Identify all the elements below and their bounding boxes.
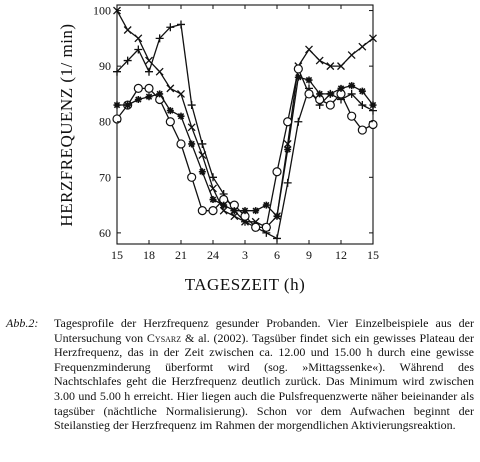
data-point-circle: [358, 126, 366, 134]
data-point-circle: [198, 207, 206, 215]
x-tick-label: 18: [143, 248, 155, 262]
data-point-star: [327, 90, 334, 97]
data-point-cross: [210, 185, 217, 192]
data-point-circle: [209, 207, 217, 215]
data-point-circle: [177, 140, 185, 148]
data-point-star: [146, 93, 153, 100]
data-point-circle: [134, 84, 142, 92]
caption-text-part-2: & al. (2002). Tagsüber findet sich ein gewisses Plateau der Herzfrequenz, das in der Zeit zwischen ca. 12.00 und 15.00 h durch eine gewisse Frequenzminderung überformt wird (sog. »Mittagssenke«). Während des Nachtschlafes geht die Herzfrequenz deutlich zurück. Das Minimum wird zwischen 3.00 und 5.00 h erreicht. Hier liegen auch die Pulsfrequenzwerte näher beieinander als tagsüber (nächtliche Normalisierung). Schon vor dem Aufwachen beginnt der Steilanstieg der Herzfrequenz im Rahmen der morgendlichen Aktivierungsreaktion.: [54, 330, 474, 433]
data-point-circle: [294, 65, 302, 73]
data-point-star: [252, 207, 259, 214]
x-tick-label: 15: [367, 248, 379, 262]
data-point-cross: [348, 52, 355, 59]
y-tick-label: 90: [99, 59, 111, 74]
series-line: [117, 25, 373, 239]
y-tick-label: 100: [93, 3, 111, 18]
data-point-circle: [188, 173, 196, 181]
figure-caption: [0, 316, 480, 462]
data-point-star: [178, 113, 185, 120]
data-point-star: [231, 207, 238, 214]
y-tick-label: 80: [99, 114, 111, 129]
data-point-star: [306, 77, 313, 84]
data-point-circle: [145, 84, 153, 92]
data-point-plus: [145, 68, 153, 76]
data-point-circle: [284, 118, 292, 126]
data-point-cross: [178, 90, 185, 97]
caption-author: Cysarz: [146, 330, 182, 345]
y-tick-label: 70: [99, 170, 111, 185]
data-point-star: [263, 202, 270, 209]
data-point-circle: [166, 118, 174, 126]
data-point-circle: [273, 168, 281, 176]
data-point-star: [210, 196, 217, 203]
data-point-cross: [124, 27, 131, 34]
data-point-star: [114, 102, 121, 109]
data-point-star: [199, 168, 206, 175]
x-tick-label: 15: [111, 248, 123, 262]
x-tick-label: 12: [335, 248, 347, 262]
x-tick-label: 9: [306, 248, 312, 262]
data-point-cross: [306, 46, 313, 53]
data-point-circle: [326, 101, 334, 109]
data-point-circle: [252, 223, 260, 231]
caption-text-part-1: Tagesprofile der Herzfrequenz gesunder Probanden. Vier Einzelbeispiele aus der Untersuchung von: [54, 316, 474, 345]
data-point-star: [242, 207, 249, 214]
data-point-cross: [188, 124, 195, 131]
data-point-cross: [167, 85, 174, 92]
x-axis-label: TAGESZEIT (h): [184, 275, 306, 294]
data-point-star: [370, 102, 377, 109]
x-tick-label: 24: [207, 248, 219, 262]
data-point-plus: [284, 179, 292, 187]
data-point-star: [348, 82, 355, 89]
data-point-cross: [135, 35, 142, 42]
data-point-cross: [156, 68, 163, 75]
data-point-plus: [294, 118, 302, 126]
series-line: [117, 69, 373, 227]
data-point-circle: [262, 223, 270, 231]
data-point-star: [220, 202, 227, 209]
data-point-star: [188, 140, 195, 147]
data-point-circle: [348, 112, 356, 120]
series-1: [114, 7, 377, 231]
data-point-star: [338, 85, 345, 92]
x-tick-label: 21: [175, 248, 187, 262]
x-tick-label: 3: [242, 248, 248, 262]
data-point-star: [284, 146, 291, 153]
caption-text: [54, 316, 474, 433]
data-point-circle: [305, 90, 313, 98]
caption-label: Abb.2:: [6, 316, 39, 330]
data-point-star: [167, 107, 174, 114]
data-point-cross: [359, 43, 366, 50]
y-tick-label: 60: [99, 225, 111, 240]
data-point-plus: [177, 20, 185, 28]
data-point-cross: [316, 57, 323, 64]
chart-series: [113, 7, 377, 242]
data-point-star: [359, 88, 366, 95]
data-point-star: [295, 74, 302, 81]
data-point-star: [135, 96, 142, 103]
data-point-star: [316, 90, 323, 97]
y-axis-label: HERZFREQUENZ (1/ min): [57, 23, 76, 227]
data-point-star: [156, 90, 163, 97]
series-line: [117, 11, 373, 228]
chart-ticks: [93, 4, 379, 262]
data-point-plus: [188, 101, 196, 109]
x-tick-label: 6: [274, 248, 280, 262]
data-point-star: [124, 102, 131, 109]
data-point-star: [274, 213, 281, 220]
